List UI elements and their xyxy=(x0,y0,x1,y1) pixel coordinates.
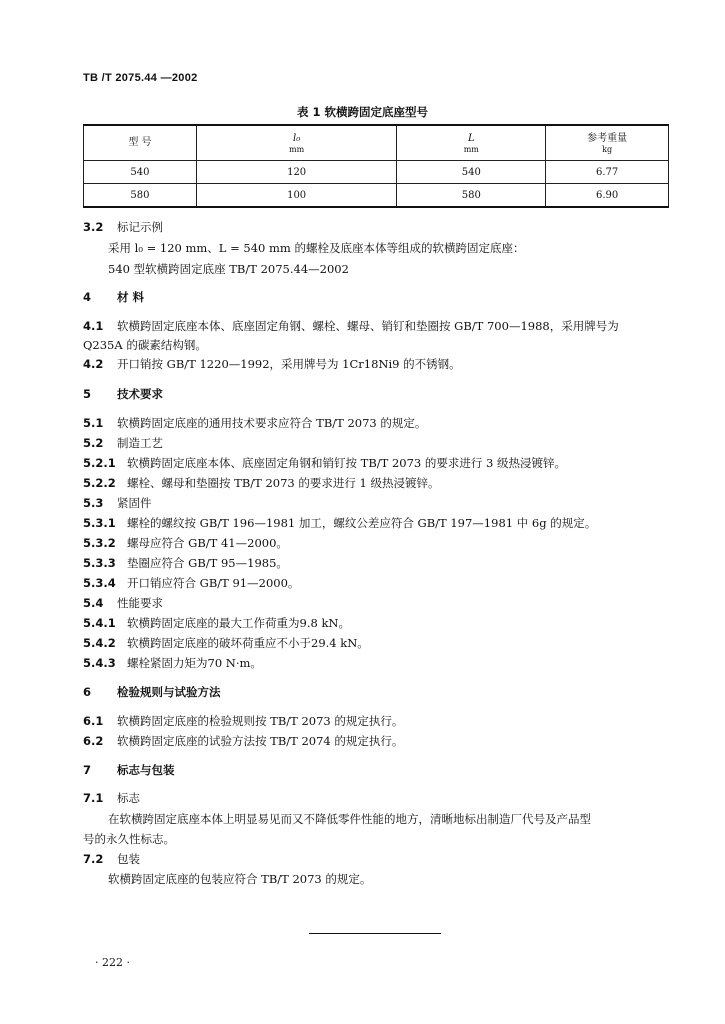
section-6-1: 6.1 软横跨固定底座的检验规则按 TB/T 2073 的规定执行。 xyxy=(83,714,404,728)
page-number: · 222 · xyxy=(95,956,130,969)
section-4-heading: 4 材 料 xyxy=(83,290,145,304)
table-cell: 580 xyxy=(84,184,197,208)
table-cell: 540 xyxy=(397,161,546,184)
section-7-heading: 7 标志与包装 xyxy=(83,763,175,777)
standard-code-header: TB /T 2075.44 —2002 xyxy=(83,72,198,84)
table-cell: 100 xyxy=(196,184,397,208)
section-5-4-1: 5.4.1 软横跨固定底座的最大工作荷重为9.8 kN。 xyxy=(83,616,350,630)
section-7-1-line1: 在软横跨固定底座本体上明显易见而又不降低零件性能的地方，清晰地标出制造厂代号及产品型 xyxy=(108,812,591,826)
section-6-heading: 6 检验规则与试验方法 xyxy=(83,685,221,699)
section-7-2-line1: 软横跨固定底座的包装应符合 TB/T 2073 的规定。 xyxy=(108,872,372,886)
section-6-2: 6.2 软横跨固定底座的试验方法按 TB/T 2074 的规定执行。 xyxy=(83,734,404,748)
model-table xyxy=(83,124,669,208)
table-caption: 表 1 软横跨固定底座型号 xyxy=(296,105,428,119)
section-5-3: 5.3 紧固件 xyxy=(83,496,152,510)
section-7-1-heading: 7.1 标志 xyxy=(83,791,140,805)
footer-divider xyxy=(309,933,441,934)
table-cell: 120 xyxy=(196,161,397,184)
table-row xyxy=(84,161,669,184)
column-header-l0: l₀ mm xyxy=(196,125,397,161)
section-5-1: 5.1 软横跨固定底座的通用技术要求应符合 TB/T 2073 的规定。 xyxy=(83,416,427,430)
section-5-2: 5.2 制造工艺 xyxy=(83,436,163,450)
section-3-2-line2: 540 型软横跨固定底座 TB/T 2075.44—2002 xyxy=(108,262,349,276)
section-3-2-line1: 采用 l₀ = 120 mm、L = 540 mm 的螺栓及底座本体等组成的软横跨固定底座： xyxy=(108,241,525,255)
column-header-weight: 参考重量 kg xyxy=(546,125,669,161)
section-5-4: 5.4 性能要求 xyxy=(83,596,163,610)
section-5-3-1: 5.3.1 螺栓的螺纹按 GB/T 196—1981 加工，螺纹公差应符合 GB/T 197—1981 中 6g 的规定。 xyxy=(83,516,597,530)
section-5-4-2: 5.4.2 软横跨固定底座的破坏荷重应不小于29.4 kN。 xyxy=(83,636,369,650)
table-cell: 580 xyxy=(397,184,546,208)
section-5-3-2: 5.3.2 螺母应符合 GB/T 41—2000。 xyxy=(83,536,288,550)
table-cell: 6.77 xyxy=(546,161,669,184)
table-row xyxy=(84,184,669,208)
section-4-1-line1: 4.1 软横跨固定底座本体、底座固定角钢、螺栓、螺母、销钉和垫圈按 GB/T 700—1988，采用牌号为 xyxy=(83,319,619,333)
section-5-4-3: 5.4.3 螺栓紧固力矩为70 N·m。 xyxy=(83,656,262,670)
column-header-L: L mm xyxy=(397,125,546,161)
section-7-1-line2: 号的永久性标志。 xyxy=(83,832,175,846)
column-header-model: 型 号 xyxy=(84,125,197,161)
section-7-2-heading: 7.2 包装 xyxy=(83,852,140,866)
section-5-2-1: 5.2.1 软横跨固定底座本体、底座固定角钢和销钉按 TB/T 2073 的要求进行 3 级热浸镀锌。 xyxy=(83,456,567,470)
section-4-1-line2: Q235A 的碳素结构钢。 xyxy=(83,338,207,352)
table-header-row xyxy=(84,125,669,161)
table-cell: 540 xyxy=(84,161,197,184)
table-cell: 6.90 xyxy=(546,184,669,208)
section-5-heading: 5 技术要求 xyxy=(83,387,163,401)
section-5-2-2: 5.2.2 螺栓、螺母和垫圈按 TB/T 2073 的要求进行 1 级热浸镀锌。 xyxy=(83,476,440,490)
section-5-3-4: 5.3.4 开口销应符合 GB/T 91—2000。 xyxy=(83,576,300,590)
section-4-2: 4.2 开口销按 GB/T 1220—1992，采用牌号为 1Cr18Ni9 的不锈钢。 xyxy=(83,357,461,371)
section-3-2-heading: 3.2 标记示例 xyxy=(83,220,163,234)
section-5-3-3: 5.3.3 垫圈应符合 GB/T 95—1985。 xyxy=(83,556,288,570)
